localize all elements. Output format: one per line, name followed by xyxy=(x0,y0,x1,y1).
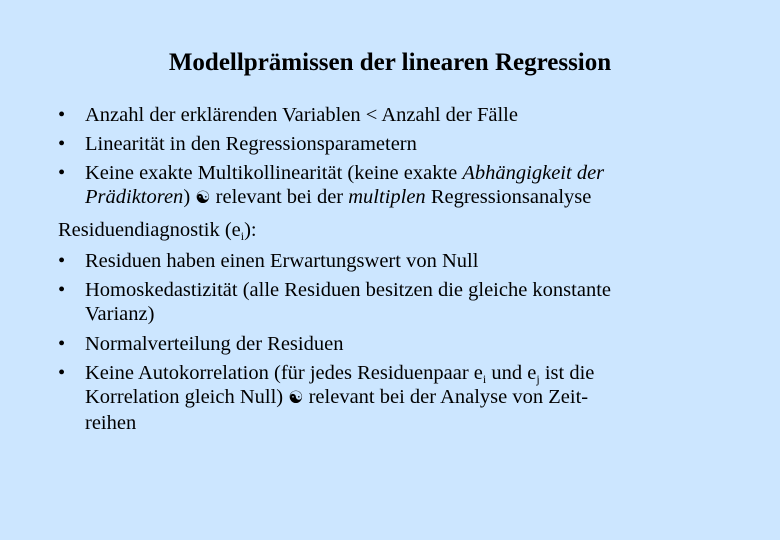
bullet-text-line2 xyxy=(85,385,758,411)
bullet-item xyxy=(58,101,758,130)
bullet-text-line3: reihen xyxy=(85,412,137,434)
bullet-text-line2 xyxy=(85,185,758,211)
text-segment: ): xyxy=(244,219,257,241)
bullet-text-line1: Homoskedastizität (alle Residuen besitzen die gleiche konstante xyxy=(85,279,612,301)
yin-yang-icon: ☯ xyxy=(288,388,304,408)
bullet-item xyxy=(58,330,758,359)
bullet-marker: • xyxy=(58,104,66,126)
text-segment: ) xyxy=(183,186,191,208)
bullet-marker: • xyxy=(58,279,66,301)
bullet-item xyxy=(58,359,758,436)
text-segment: und e xyxy=(486,362,537,384)
bullet-text: Normalverteilung der Residuen xyxy=(85,333,344,355)
text-segment: ist die xyxy=(539,362,595,384)
subscript: i xyxy=(240,229,245,243)
subscript: j xyxy=(536,372,540,386)
text-segment: relevant bei der Analyse von Zeit- xyxy=(303,386,589,408)
italic-text: multiplen xyxy=(348,186,426,208)
bullet-marker: • xyxy=(58,162,66,184)
subscript: i xyxy=(482,372,487,386)
yin-yang-icon: ☯ xyxy=(195,188,211,208)
bullet-text: Residuen haben einen Erwartungswert von Null xyxy=(85,250,479,272)
bullet-text: Anzahl der erklärenden Variablen < Anzahl der Fälle xyxy=(85,104,518,126)
bullet-text-line2: Varianz) xyxy=(85,303,155,325)
italic-text: Abhängigkeit der xyxy=(462,162,605,184)
slide-title: Modellprämissen der linearen Regression xyxy=(168,49,612,76)
bullet-item xyxy=(58,159,758,211)
bullet-marker: • xyxy=(58,362,66,384)
bullet-marker: • xyxy=(58,133,66,155)
bullet-item xyxy=(58,130,758,159)
text-segment: Keine exakte Multikollinearität (keine exakte xyxy=(85,162,463,184)
text-segment: relevant bei der xyxy=(210,186,349,208)
bullet-item xyxy=(58,247,758,276)
bullet-marker: • xyxy=(58,333,66,355)
bullet-text-line1 xyxy=(85,359,758,388)
italic-text: Prädiktoren xyxy=(85,186,184,208)
slide-content xyxy=(58,101,758,439)
text-segment: Korrelation gleich Null) xyxy=(85,386,289,408)
residual-heading xyxy=(58,214,758,247)
bullet-text-line1 xyxy=(85,159,758,188)
bullet-marker: • xyxy=(58,250,66,272)
text-segment: Keine Autokorrelation (für jedes Residuenpaar e xyxy=(85,362,483,384)
text-segment: Regressionsanalyse xyxy=(425,186,592,208)
bullet-item xyxy=(58,276,758,327)
bullet-text: Linearität in den Regressionsparametern xyxy=(85,133,417,155)
text-segment: Residuendiagnostik (e xyxy=(58,219,241,241)
